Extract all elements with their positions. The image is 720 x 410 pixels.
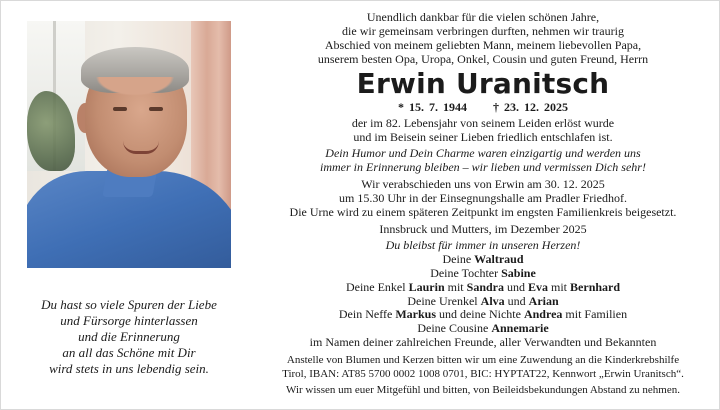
family-nephew-niece: Dein Neffe Markus und deine Nichte Andrea mit Familien	[338, 307, 628, 322]
intro-line: Abschied von meinem geliebten Mann, meinem liebevollen Papa,	[324, 37, 642, 52]
birth-date: * 15. 7. 1944	[398, 99, 467, 114]
passing-line: der im 82. Lebensjahr von seinem Leiden erlöst wurde	[351, 115, 615, 130]
family-great-grandchildren: Deine Urenkel Alva und Arian	[407, 293, 559, 308]
condolence-line: Wir wissen um euer Mitgefühl und bitten, von Beileidsbekundungen Abstand zu nehmen.	[286, 383, 680, 396]
family-wife: Deine Waltraud	[442, 251, 524, 266]
family-cousin: Deine Cousine Annemarie	[417, 321, 549, 336]
humor-line: Dein Humor und Dein Charme waren einzigartig und werden uns	[325, 146, 641, 161]
donation-line: Tirol, IBAN: AT85 5700 0002 1008 0701, BIC: HYPTAT22, Kennwort „Erwin Uranitsch“.	[282, 367, 684, 380]
quote-line: und die Erinnerung	[78, 329, 180, 344]
passing-line: und im Beisein seiner Lieben friedlich entschlafen ist.	[353, 129, 613, 144]
quote-line: wird stets in uns lebendig sein.	[49, 361, 209, 376]
deceased-name: Erwin Uranitsch	[356, 66, 610, 100]
family-daughter: Deine Tochter Sabine	[430, 265, 536, 280]
notice-text	[253, 11, 713, 397]
funeral-line: Wir verabschieden uns von Erwin am 30. 12. 2025	[361, 177, 605, 192]
forever-line: Du bleibst für immer in unseren Herzen!	[385, 237, 581, 252]
quote-line: an all das Schöne mit Dir	[62, 345, 196, 360]
funeral-line: um 15.30 Uhr in der Einsegnungshalle am Pradler Friedhof.	[339, 191, 627, 206]
intro-line: unserem besten Opa, Uropa, Onkel, Cousin und guten Freund, Herrn	[317, 51, 649, 66]
funeral-line: Die Urne wird zu einem späteren Zeitpunkt im engsten Familienkreis beigesetzt.	[289, 205, 677, 220]
portrait-photo	[27, 21, 231, 268]
intro-line: Unendlich dankbar für die vielen schönen Jahre,	[366, 10, 600, 24]
family-grandchildren: Deine Enkel Laurin mit Sandra und Eva mit Bernhard	[345, 279, 621, 294]
family-others: im Namen deiner zahlreichen Freunde, aller Verwandten und Bekannten	[309, 335, 657, 350]
death-date: † 23. 12. 2025	[493, 99, 568, 114]
donation-line: Anstelle von Blumen und Kerzen bitten wir um eine Zuwendung an die Kinderkrebshilfe	[286, 354, 680, 367]
life-dates	[253, 100, 713, 114]
quote-line: und Fürsorge hinterlassen	[60, 313, 198, 328]
place-date: Innsbruck und Mutters, im Dezember 2025	[379, 221, 587, 236]
humor-line: immer in Erinnerung bleiben – wir lieben und vermissen Dich sehr!	[320, 160, 646, 175]
quote-line: Du hast so viele Spuren der Liebe	[41, 297, 217, 312]
intro-line: die wir gemeinsam verbringen durften, nehmen wir traurig	[342, 23, 624, 38]
memorial-quote	[13, 297, 245, 377]
